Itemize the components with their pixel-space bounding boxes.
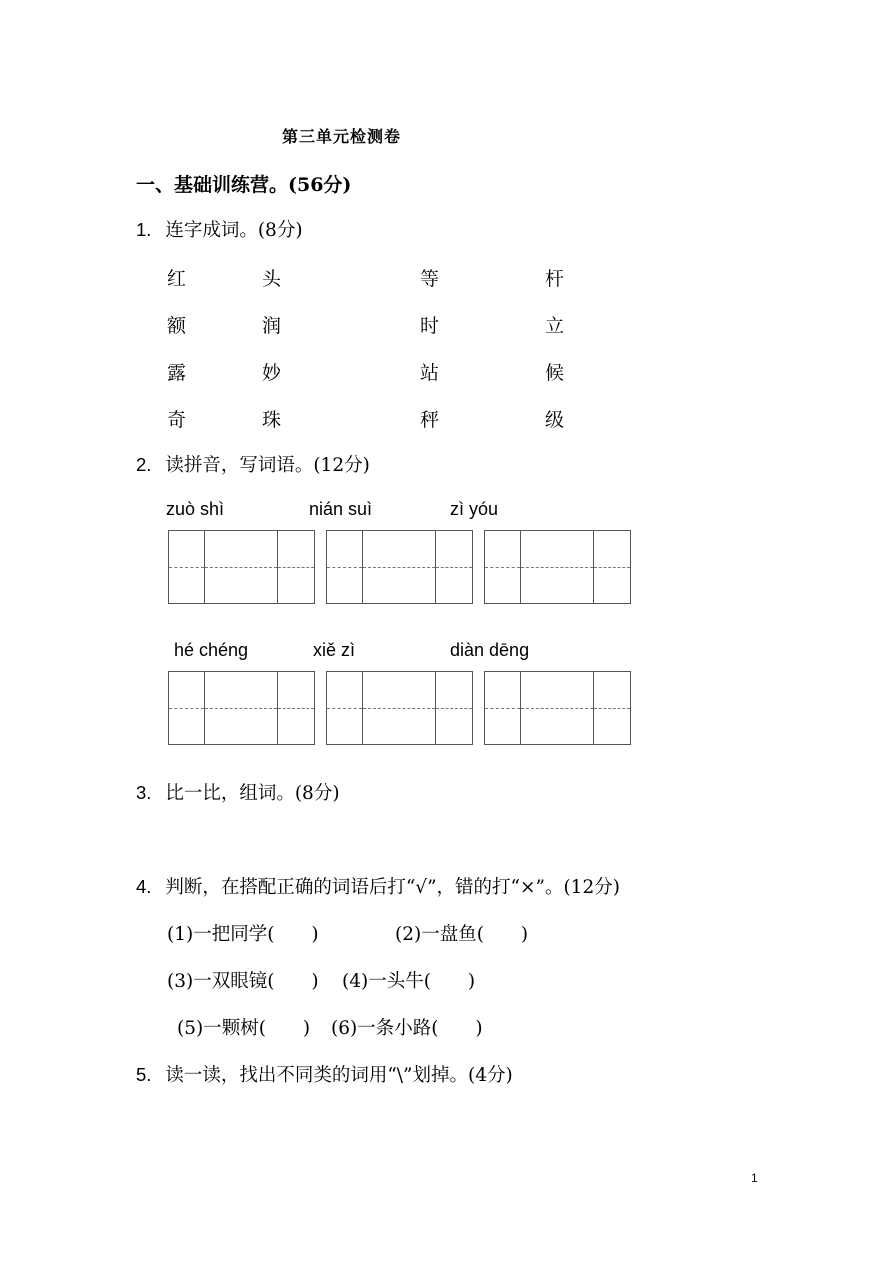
question-text: 连字成词。(8分) [165, 220, 303, 241]
question-number: 5. [136, 1064, 152, 1085]
word-char: 级 [545, 409, 565, 431]
question-1 [136, 216, 303, 242]
word-char: 候 [545, 362, 565, 384]
writing-cell[interactable] [205, 671, 278, 745]
writing-cell[interactable] [594, 671, 631, 745]
word-char: 露 [167, 362, 187, 384]
judge-item[interactable]: (5)一颗树( ) [177, 1018, 311, 1039]
word-char: 珠 [262, 409, 282, 431]
writing-grid[interactable] [168, 671, 315, 745]
question-3 [136, 779, 340, 805]
word-char: 杆 [545, 268, 565, 290]
writing-grid[interactable] [484, 530, 631, 604]
writing-cell[interactable] [484, 530, 521, 604]
writing-cell[interactable] [168, 530, 205, 604]
word-char: 秤 [420, 409, 440, 431]
question-text: 判断，在搭配正确的词语后打“√”，错的打“×”。(12分) [165, 877, 620, 898]
question-number: 4. [136, 876, 152, 897]
section-heading: 一、基础训练营。(56分) [136, 174, 352, 196]
question-number: 1. [136, 219, 152, 240]
judge-item[interactable]: (3)一双眼镜( ) [167, 971, 319, 992]
judge-item[interactable]: (6)一条小路( ) [331, 1018, 483, 1039]
writing-cell[interactable] [484, 671, 521, 745]
pinyin-label: xiě zì [313, 640, 356, 660]
word-char: 妙 [262, 362, 282, 384]
pinyin-label: diàn dēng [450, 640, 530, 660]
pinyin-label: nián suì [309, 499, 373, 519]
word-char: 站 [420, 362, 440, 384]
question-5 [136, 1061, 513, 1087]
page-title: 第三单元检测卷 [282, 127, 402, 146]
writing-cell[interactable] [278, 530, 315, 604]
writing-grid[interactable] [326, 530, 473, 604]
question-number: 2. [136, 454, 152, 475]
writing-cell[interactable] [205, 530, 278, 604]
writing-cell[interactable] [168, 671, 205, 745]
judge-item[interactable]: (1)一把同学( ) [167, 924, 319, 945]
writing-cell[interactable] [363, 671, 436, 745]
word-char: 等 [420, 268, 440, 290]
writing-grid[interactable] [326, 671, 473, 745]
question-4 [136, 873, 620, 899]
writing-cell[interactable] [278, 671, 315, 745]
pinyin-label: zuò shì [166, 499, 225, 519]
pinyin-label: zì yóu [450, 499, 499, 519]
question-text: 比一比，组词。(8分) [165, 783, 340, 804]
pinyin-label: hé chéng [174, 640, 249, 660]
writing-cell[interactable] [521, 671, 594, 745]
question-number: 3. [136, 782, 152, 803]
writing-grid[interactable] [484, 671, 631, 745]
word-char: 额 [167, 315, 187, 337]
writing-cell[interactable] [436, 530, 473, 604]
word-char: 红 [167, 268, 187, 290]
word-char: 时 [420, 315, 440, 337]
writing-cell[interactable] [436, 671, 473, 745]
writing-cell[interactable] [326, 671, 363, 745]
writing-cell[interactable] [326, 530, 363, 604]
question-text: 读拼音，写词语。(12分) [165, 455, 370, 476]
judge-item[interactable]: (4)一头牛( ) [342, 971, 476, 992]
word-char: 立 [545, 315, 565, 337]
writing-grid[interactable] [168, 530, 315, 604]
writing-cell[interactable] [363, 530, 436, 604]
word-char: 润 [262, 315, 282, 337]
word-char: 奇 [167, 409, 187, 431]
question-2 [136, 451, 370, 477]
word-char: 头 [262, 268, 282, 290]
page-number: 1 [751, 1171, 758, 1185]
writing-cell[interactable] [521, 530, 594, 604]
question-text: 读一读，找出不同类的词用“\”划掉。(4分) [165, 1065, 513, 1086]
writing-cell[interactable] [594, 530, 631, 604]
judge-item[interactable]: (2)一盘鱼( ) [395, 924, 529, 945]
